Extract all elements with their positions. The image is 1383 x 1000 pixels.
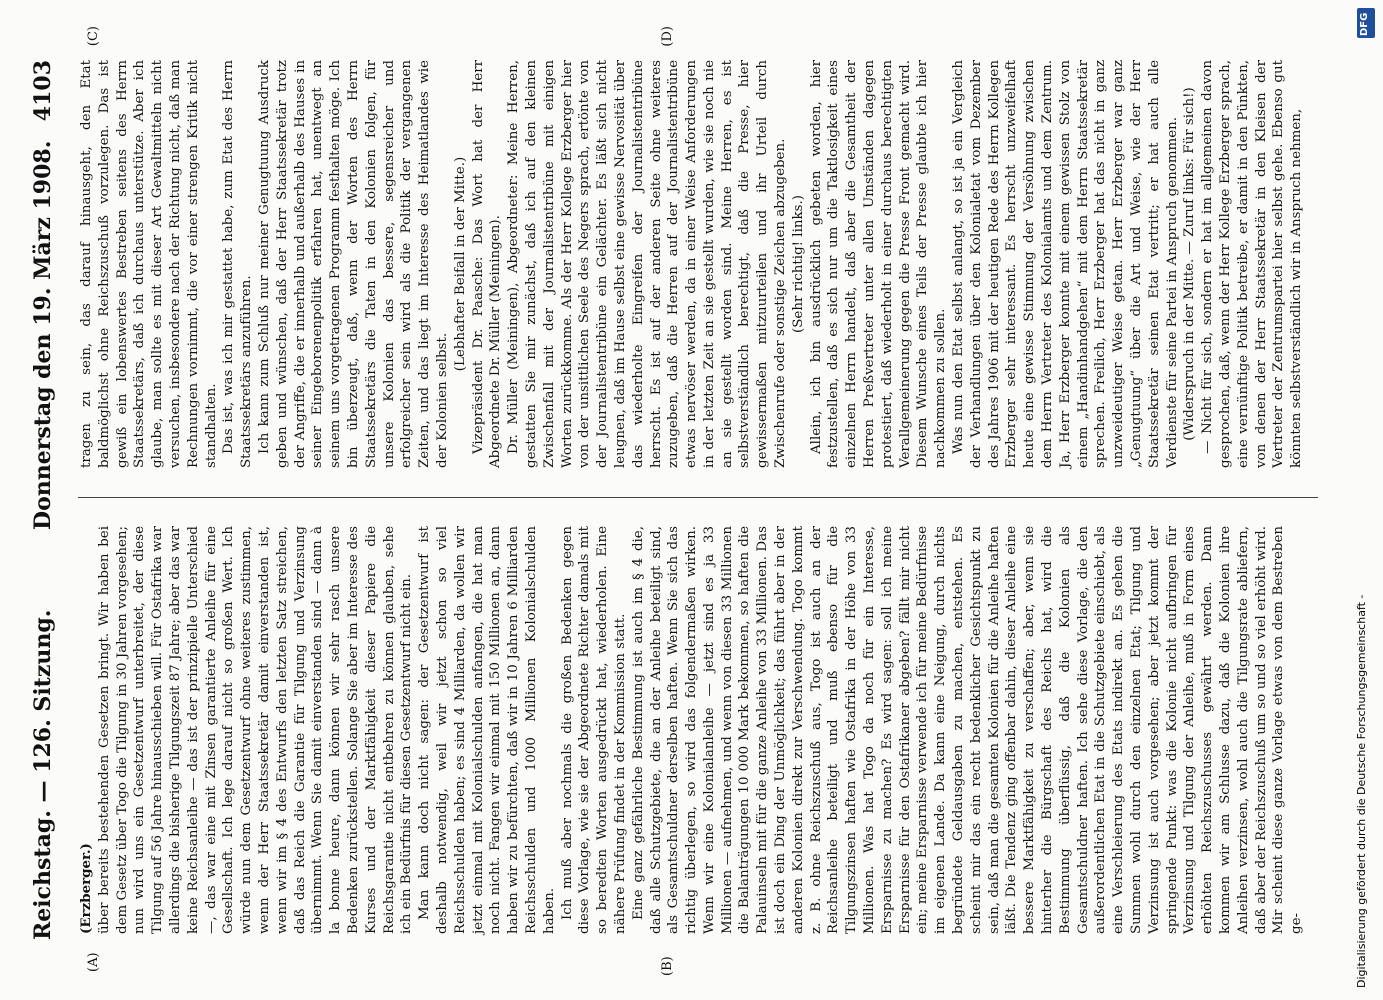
margin-marker-b: (B): [660, 956, 675, 976]
paragraph: Dr. Müller (Meiningen), Abgeordneter: Meine Herren, gestatten Sie mir zunächst, daß ich auf den kleinen Zwischenfall mit der Journalistentribüne mit einigen Worten zurückkomme. Als der Herr Kollege Erzberger hier von der unsittlichen Seele des Negers sprach, ertönte von der Journalistentribüne ein Gelächter. Es läßt sich nicht leugnen, daß im Hause selbst eine gewisse Nervosität über das wiederholte Eingreifen der Journalistentribüne herrscht. Es ist auf der anderen Seite ohne weiteres zuzugeben, daß die Herren auf der Journalistentribüne etwas nervöser werden, da in einer Weise Anforderungen in der letzten Zeit an sie gestellt wurden, wie sie noch nie an sie gestellt worden sind. Meine Herren, es ist selbstverständlich berechtigt, daß die Presse, hier gewissermaßen mitzuurteilen und ihr Urteil durch Zwischenrufe oder sonstige Zeichen abzugeben.: [506, 60, 789, 468]
header-left: Reichstag. — 126. Sitzung.: [30, 609, 56, 940]
dfg-logo-text: DFG: [1359, 12, 1370, 36]
paragraph: Eine ganz gefährliche Bestimmung ist auch im § 4 die, daß alle Schutzgebiete, die an der Anleihe beteiligt sind, als Gesamtschuldner derselben haften. Wenn Sie sich das richtig überlegen, so wird das folgendermaßen wirken. Wenn wir eine Kolonialanleihe — jetzt sind es ja 33 Millionen — aufnehmen, und wenn von diesen 33 Millionen die Balanträgungen 10 000 Mark bekommen, so haften die Palauinseln mit für die ganze Anleihe von 33 Millionen. Das ist doch ein Ding der Unmöglichkeit; das führt aber in der anderen Kolonien direkt zur Verschwendung. Togo kommt z. B. ohne Reichszuschuß aus, Togo ist auch an der Reichsanleihe beteiligt und muß ebenso für die Tilgungszinsen haften wie Ostafrika in der Höhe von 33 Millionen. Was hat Togo da noch für ein Interesse, Ersparnisse zu machen? Es wird sagen: soll ich meine Ersparnisse für den Ostafrikaner abgeben? fällt mir nicht ein; meine Ersparnisse verwende ich für meine Bedürfnisse im eigenen Lande. Da kann eine Neigung, durch nichts begründete Geldausgaben zu machen, entstehen. Es scheint mir das ein recht bedenklicher Gesichtspunkt zu sein, daß man die gesamten Kolonien für die Anleihe haften läßt. Die Tendenz ging offenbar dahin, dieser Anleihe eine bessere Marktfähigkeit zu verschaffen; aber, wenn sie hinterher die Bürgschaft des Reichs hat, wird die Bestimmung überflüssig, daß die Kolonien als Gesamtschuldner haften. Ich sehe diese Vorlage, die den außerordentlichen Etat in die Schutzgebiete einschiebt, als eine Verschleierung des Etats indirekt an. Es gehen die Summen wohl durch den einzelnen Etat; Tilgung und Verzinsung ist auch vorgesehen; aber jetzt kommt der springende Punkt: was die Kolonie nicht aufbringen für Verzinsung und Tilgung der Anleihe, muß in Form eines erhöhten Reichszuschusses gewährt werden. Dann kommen wir am Schlusse dazu, daß die Kolonien ihre Anleihen verzinsen, wohl auch die Tilgungsrate abliefern, daß aber der Reichszuschuß um so und so viel erhöht wird. Mir scheint diese ganze Vorlage etwas von dem Bestreben ge-: [630, 526, 1305, 934]
header-date: Donnerstag den 19. März 1908.: [30, 140, 56, 530]
paragraph: Ich muß aber nochmals die großen Bedenken gegen diese Vorlage, wie sie der Abgeordnete Richter damals mit so beredten Worten ausgedrückt hat, wiederholen. Eine nähere Prüfung findet in der Kommission statt.: [559, 526, 628, 934]
credit-text: Digitalisierung gefördert durch die Deutsche Forschungsgemeinschaft -: [1355, 594, 1368, 988]
paragraph: — Nicht für sich, sondern er hat im allgemeinen davon gesprochen, daß, wenn der Herr Kollege Erzberger sprach, eine vernünftige Politik betreibe, er damit in den Pünkten, von denen der Herr Staatssekretär in den Kleisen der Vertreter der Zentrumspartei hier selbst gehe. Ebenso gut könnten selbstverständlich wir in Anspruch nehmen,: [1200, 60, 1305, 468]
paragraph: Man kann doch nicht sagen: der Gesetzentwurf ist deshalb notwendig, weil wir jetzt schon so viel Reichsschulden haben; es sind 4 Milliarden, da wollen wir jetzt einmal mit Kolonialschulden anfangen, die hat man noch nicht. Fangen wir einmal mit 150 Millionen an, dann haben wir zu befürchten, daß wir in 10 Jahren 6 Milliarden Reichsschulden und 1000 Millionen Kolonialschulden haben.: [417, 526, 557, 934]
paragraph: Vizepräsident Dr. Paasche: Das Wort hat der Herr Abgeordnete Dr. Müller (Meiningen).: [470, 60, 504, 468]
paragraph: Was nun den Etat selbst anlangt, so ist ja ein Vergleich der Verhandlungen über den Kolonialetat vom Dezember des Jahres 1906 mit der heutigen Rede des Herrn Kollegen Erzberger sehr interessant. Es herrscht unzweifelhaft heute eine gewisse Stimmung der Versöhnung zwischen dem Herrn Vertreter des Kolonialamts und dem Zentrum. Ja, Herr Erzberger konnte mit einem gewissen Stolz von einem „Handinhandgehen“ mit dem Herrn Staatssekretär sprechen. Freilich, Herr Erzberger hat das nicht in ganz unzweideutiger Weise getan. Herr Erzberger war ganz „Genugtuung“ über die Art und Weise, wie der Herr Staatssekretär seinen Etat vertritt; er hat auch alle Verdienste für seine Partei in Anspruch genommen.: [951, 60, 1180, 468]
margin-marker-c: (C): [86, 26, 101, 47]
margin-marker-d: (D): [660, 26, 675, 47]
paragraph: Allein, ich bin ausdrücklich gebeten worden, hier festzustellen, daß es sich nur um die Taktlosigkeit eines einzelnen Herrn handelt, daß aber die Gesamtheit der Herren Preßvertreter unter allen Umständen dagegen protestiert, daß wiederholt in einer durchaus berechtigten Verallgemeinerung gegen die Presse Front gemacht wird. Diesem Wunsche eines Teils der Presse glaubte ich hier nachkommen zu sollen.: [808, 60, 949, 468]
column-divider: [78, 497, 1318, 498]
page-header: [30, 60, 70, 940]
paragraph: über bereits bestehenden Gesetzen bringt. Wir haben bei dem Gesetz über Togo die Tilgung in 30 Jahren vorgesehen; nun wird uns ein Gesetzentwurf unterbreitet, der diese Tilgung auf 56 Jahre hinausschieben will. Für Ostafrika war allerdings die bisherige Tilgungszeit 87 Jahre; aber das war keine Reichsanleihe — das ist der prinzipielle Unterschied —, das war eine mit Zinsen garantierte Anleihe für eine Gesellschaft. Ich lege darauf nicht so großen Wert. Ich würde nun dem Gesetzentwurf ohne weiteres zustimmen, wenn der Herr Staatssekretär damit einverstanden ist, wenn wir im § 4 des Entwurfs den letzten Satz streichen, daß das Reich die Garantie für Tilgung und Verzinsung übernimmt. Wenn Sie damit einverstanden sind — dann à la bonne heure, dann können wir sehr rasch unsere Bedenken zurückstellen. Solange Sie aber im Interesse des Kurses und der Marktfähigkeit dieser Papiere die Reichsgarantie nicht entbehren zu können glauben, sehe ich ein Bedürfnis für diesen Gesetzentwurf nicht ein.: [96, 525, 415, 934]
paragraph: Ich kann zum Schluß nur meiner Genugtuung Ausdruck geben und wünschen, daß der Herr Staatssekretär trotz der Angriffe, die er innerhalb und außerhalb des Hauses in seiner Eingeborenenpolitik erfahren hat, unentwegt an seinem uns vorgetragenen Programm festhalten möge. Ich bin überzeugt, daß, wenn der Worten des Herrn Staatssekretärs die Taten in den Kolonien folgen, für unsere Kolonien das bessere, segensreicher und erfolgreicher sein wird als die Politik der vergangenen Zeiten, und das liegt im Interesse des Heimatlandes wie der Kolonien selbst.: [256, 60, 450, 468]
paragraph: tragen zu sein, das darauf hinausgeht, den Etat baldmöglichst ohne Reichszuschuß vorzulegen. Das ist gewiß ein lobenswertes Bestreben seitens des Herrn Staatssekretärs, daß ich durchaus unterstütze. Aber ich glaube, man sollte es mit dieser Art Gewaltmitteln nicht versuchen, insbesondere nach der Richtung nicht, daß man Rechnungen vornimmt, die vor einer strengen Kritik nicht standhalten.: [79, 60, 219, 468]
left-text-column: [78, 526, 1318, 934]
right-text-column: [78, 60, 1318, 468]
paragraph: Das ist, was ich mir gestattet habe, zum Etat des Herrn Staatssekretärs anzuführen.: [221, 60, 255, 468]
page-number: 4103: [30, 60, 56, 122]
speaker-label: (Erzberger.): [78, 843, 94, 934]
stage-direction: (Sehr richtig! links.): [790, 195, 806, 333]
stage-direction: (Lebhafter Beifall in der Mitte.): [452, 156, 468, 372]
margin-marker-a: (A): [86, 952, 101, 972]
stage-direction: (Widerspruch in der Mitte. — Zuruf links: Für sich!): [1182, 87, 1198, 441]
digitization-credit: [1353, 8, 1375, 988]
dfg-logo-icon: [1357, 8, 1375, 38]
